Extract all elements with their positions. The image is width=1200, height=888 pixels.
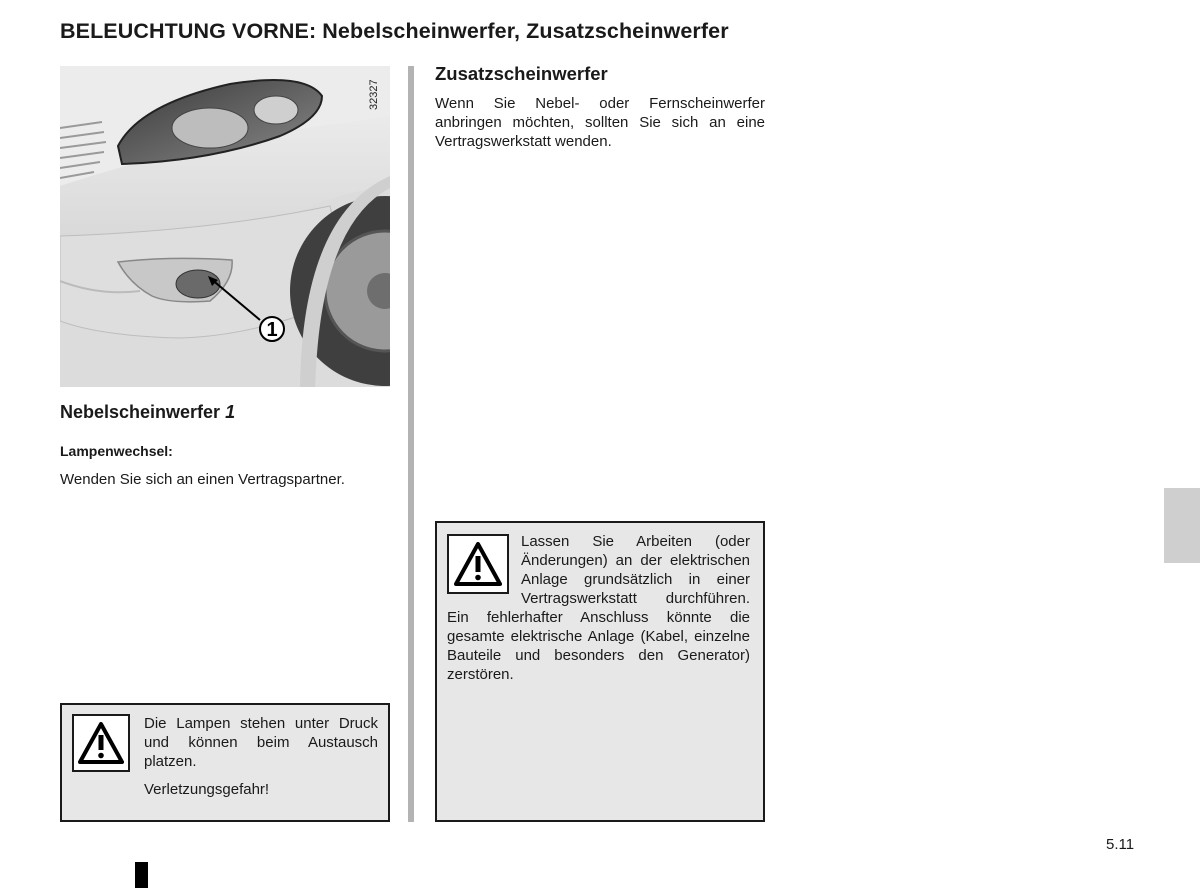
fog-lights-heading-ref: 1 bbox=[225, 402, 236, 422]
warning-triangle-icon bbox=[447, 534, 509, 594]
callout-number: 1 bbox=[266, 319, 278, 341]
print-mark bbox=[135, 862, 148, 888]
fog-lights-heading bbox=[60, 402, 390, 423]
pressure-warning-box bbox=[60, 703, 390, 822]
pressure-warning-text bbox=[144, 714, 378, 799]
lamp-change-text: Wenden Sie sich an einen Vertragspartner. bbox=[60, 471, 345, 488]
fog-lights-heading-text: Nebelscheinwerfer bbox=[60, 402, 221, 422]
figure-code: 32327 bbox=[368, 79, 380, 111]
auxiliary-lights-text: Wenn Sie Nebel- oder Fernscheinwerfer anbringen möchten, sollten Sie sich an eine Vertragswerkstatt wenden. bbox=[435, 95, 765, 150]
electrical-warning-box bbox=[435, 521, 765, 822]
electrical-warning-text: Lassen Sie Arbeiten (oder Änderungen) an der elektrischen Anlage grundsätzlich in einer Vertragswerkstatt durchführen. Ein fehlerhafter Anschluss könnte die gesamte elektrische Anlage (Kabel, einzelne Bauteile und besonders den Generator) zerstören. bbox=[447, 533, 750, 683]
lamp-change-subheading: Lampenwechsel: bbox=[60, 443, 173, 459]
page-number: 5.11 bbox=[1106, 836, 1135, 853]
page-title: BELEUCHTUNG VORNE: Nebelscheinwerfer, Zusatzscheinwerfer bbox=[60, 19, 729, 43]
column-divider bbox=[408, 66, 414, 822]
fog-light-illustration bbox=[60, 66, 390, 387]
pressure-warning-body: Die Lampen stehen unter Druck und können beim Austausch platzen. bbox=[144, 715, 378, 770]
chapter-tab bbox=[1164, 488, 1200, 563]
auxiliary-lights-heading: Zusatzscheinwerfer bbox=[435, 63, 608, 84]
pressure-warning-emphasis: Verletzungsgefahr! bbox=[144, 781, 270, 798]
warning-triangle-icon bbox=[72, 714, 130, 772]
